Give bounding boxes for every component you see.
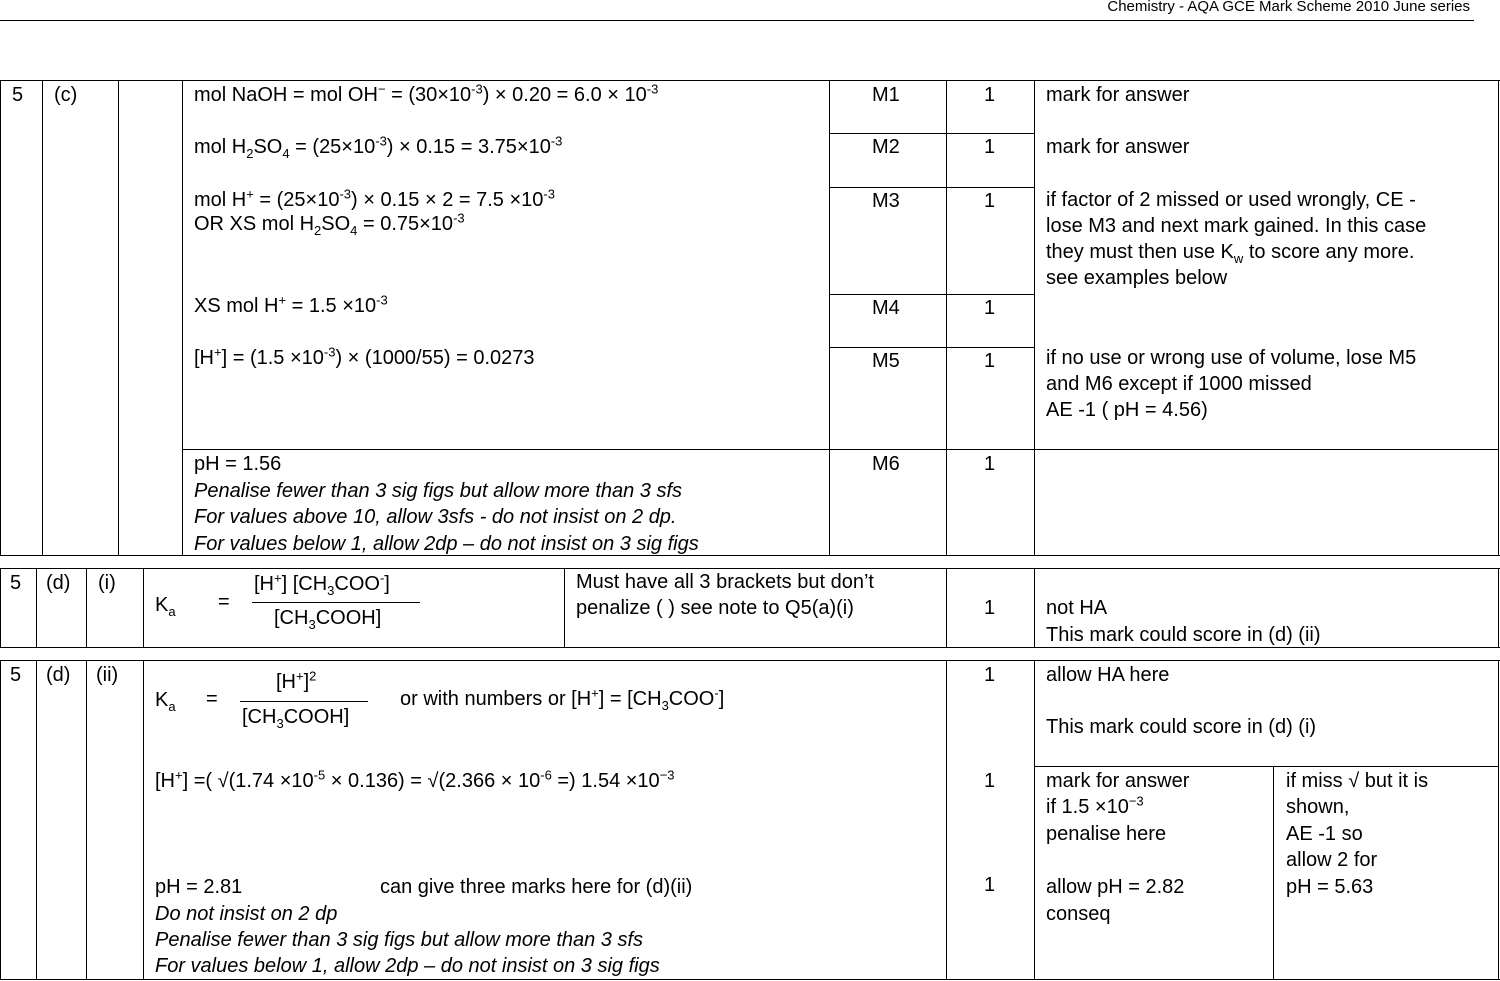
mark-label: M2: [872, 136, 900, 158]
question-subpart: (i): [98, 572, 116, 594]
comment: mark for answer: [1046, 136, 1190, 158]
comment: not HA: [1046, 597, 1108, 619]
question-number: 5: [10, 664, 22, 686]
question-subpart: (ii): [96, 664, 119, 686]
ka-expression: [240, 670, 368, 732]
answer-m6: pH = 1.56: [194, 453, 282, 475]
question-number: 5: [12, 84, 24, 106]
mark-score: 1: [984, 190, 996, 212]
comment: AE -1 ( pH = 4.56): [1046, 399, 1208, 421]
note: Must have all 3 brackets but don’t: [576, 571, 874, 593]
denominator: $[CH_3COOH]$: [274, 607, 382, 632]
mark-score: 1: [984, 84, 996, 106]
ka-symbol: $K_a$: [155, 689, 176, 714]
mark-score: 1: [984, 770, 996, 792]
answer-m5: $[H^+] = (1.5 \times 10^{-3}) \times (1000/55) = 0.0273$: [194, 344, 535, 369]
comment: allow pH = 2.82: [1046, 876, 1185, 898]
comment: lose M3 and next mark gained. In this case: [1046, 215, 1427, 237]
mark-score: 1: [984, 874, 996, 896]
ph-answer: pH = 2.81: [155, 876, 243, 898]
alternative-expression: or with numbers or $[H^+] = [CH_3COO^-]$: [400, 685, 725, 713]
question-part: (d): [46, 664, 71, 686]
numerator: $[H^+]^2$: [276, 668, 317, 693]
mark-score: 1: [984, 664, 996, 686]
mark-label: M3: [872, 190, 900, 212]
question-part: (c): [54, 84, 78, 106]
mark-label: M1: [872, 84, 900, 106]
comment: mark for answer: [1046, 84, 1190, 106]
comment: This mark could score in (d) (ii): [1046, 624, 1321, 646]
answer-m4: XS mol $H^+ = 1.5 \times 10^{-3}$: [194, 292, 388, 317]
answer-m3-alt: OR XS mol $H_2SO_4 = 0.75\times 10^{-3}$: [194, 210, 465, 238]
comment: allow HA here: [1046, 664, 1170, 686]
mark-score: 1: [984, 350, 996, 372]
equals: =: [218, 591, 230, 613]
question-number: 5: [10, 572, 22, 594]
comment: if no use or wrong use of volume, lose M5: [1046, 347, 1417, 369]
question-part: (d): [46, 572, 71, 594]
answer-m3: mol $H^+ = (25\times 10^{-3}) \times 0.15 \times 2 = 7.5 \times 10^{-3}$: [194, 186, 555, 211]
ph-note: can give three marks here for (d)(ii): [380, 876, 693, 898]
note: For values below 1, allow 2dp – do not insist on 3 sig figs: [194, 533, 699, 555]
page-header: Chemistry - AQA GCE Mark Scheme 2010 June series: [1107, 0, 1470, 15]
comment-extra: shown,: [1286, 796, 1350, 818]
mark-label: M4: [872, 297, 900, 319]
answer-m2: mol $H_2SO_4 = (25\times 10^{-3}) \times 0.15 = 3.75\times 10^{-3}$: [194, 133, 563, 161]
comment: see examples below: [1046, 267, 1228, 289]
numerator: [H+] $[CH_3COO^-]$: [254, 570, 390, 598]
ka-symbol: $K_a$: [155, 594, 176, 619]
mark-label: M6: [872, 453, 900, 475]
denominator: $[CH_3COOH]$: [242, 706, 350, 731]
mark-score: 1: [984, 597, 996, 619]
comment: if factor of 2 missed or used wrongly, CE -: [1046, 189, 1416, 211]
note: Do not insist on 2 dp: [155, 903, 338, 925]
comment: conseq: [1046, 903, 1111, 925]
answer-m1: mol NaOH = mol $OH^- = (30\times 10^{-3}) \times 0.20 = 6.0 \times 10^{-3}$: [194, 81, 659, 106]
header-rule: [0, 20, 1474, 21]
note: penalize ( ) see note to Q5(a)(i): [576, 597, 854, 619]
mark-label: M5: [872, 350, 900, 372]
ka-expression: [252, 572, 420, 632]
equals: =: [206, 688, 218, 710]
note: Penalise fewer than 3 sig figs but allow more than 3 sfs: [194, 480, 683, 502]
comment: if $1.5 \times 10^{-3}$: [1046, 793, 1144, 818]
mark-score: 1: [984, 136, 996, 158]
comment: and M6 except if 1000 missed: [1046, 373, 1312, 395]
comment-extra: AE -1 so: [1286, 823, 1363, 845]
comment: penalise here: [1046, 823, 1167, 845]
comment: mark for answer: [1046, 770, 1190, 792]
comment-extra: allow 2 for: [1286, 849, 1378, 871]
note: Penalise fewer than 3 sig figs but allow more than 3 sfs: [155, 929, 644, 951]
calculation: [H+] =( $√(1.74 \times 10^{-5} \times 0.136) = √(2.366 \times 10^{-6}$ =) $1.54 \times 10^{-3}$: [155, 767, 675, 792]
comment: they must then use $K_w$ to score any more.: [1046, 241, 1415, 266]
comment: This mark could score in (d) (i): [1046, 716, 1317, 738]
comment-extra: if miss √ but it is: [1286, 770, 1429, 792]
note: For values above 10, allow 3sfs - do not insist on 2 dp.: [194, 506, 677, 528]
note: For values below 1, allow 2dp – do not insist on 3 sig figs: [155, 955, 660, 977]
mark-score: 1: [984, 453, 996, 475]
mark-score: 1: [984, 297, 996, 319]
comment-extra: pH = 5.63: [1286, 876, 1374, 898]
